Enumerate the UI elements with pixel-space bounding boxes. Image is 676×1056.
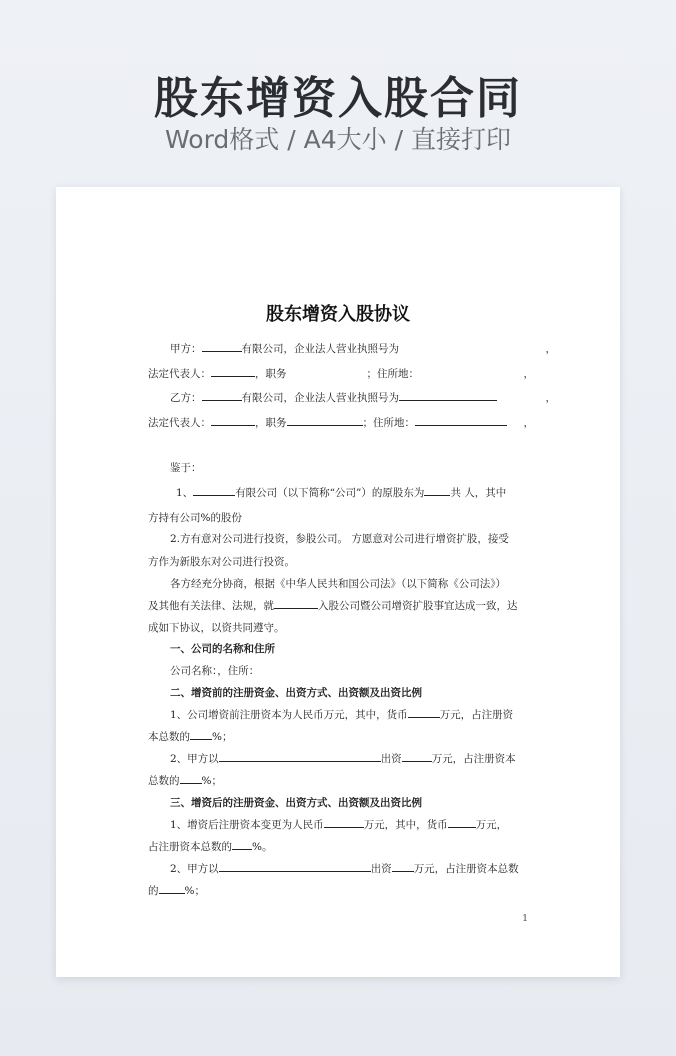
whereas-heading: 鉴于： [170,462,202,474]
blank [219,751,381,762]
section-1-line: 公司名称：，住所： [170,665,260,677]
banner-title: 股东增资入股合同 [154,73,522,124]
blank [211,415,255,426]
section-2-item-1-line-1 [148,707,556,722]
clause-3-line-2 [148,598,534,613]
party-b-label: 乙方： [170,392,202,404]
clause-text: 2、甲方以 [170,863,219,875]
section-3-item-2-line-2 [148,883,534,898]
clause-text: 1、增资后注册资本变更为人民币 [170,819,324,831]
clause-1-line-2: 方持有公司%的股份 [148,512,242,524]
clause-2-line-2: 方作为新股东对公司进行投资。 [148,556,295,568]
clause-text: %； [212,731,233,743]
clause-text: 2、甲方以 [170,753,219,765]
blank [324,817,364,828]
blank [159,883,185,894]
rep-address-label: ；住所地： [362,417,415,429]
document-title: 股东增资入股协议 [266,304,410,325]
comma: ， [523,368,534,380]
blank [415,415,507,426]
section-3-item-1-line-2 [148,839,534,854]
blank [399,390,497,401]
comma: ， [523,417,534,429]
party-b-text: 有限公司，企业法人营业执照号为 [241,392,399,404]
rep-label: 法定代表人： [148,417,211,429]
section-2-heading: 二、增资前的注册资金、出资方式、出资额及出资比例 [170,687,422,699]
clause-3-line-1: 各方经充分协商，根据《中华人民共和国公司法》（以下简称《公司法》） [170,578,506,590]
rep-address-label: ；住所地： [366,368,419,380]
blank [202,341,242,352]
clause-text: 万元，其中，货币 [363,819,448,831]
clause-text: %； [184,885,205,897]
blank [424,485,450,496]
party-b-rep-line [148,415,534,430]
blank [232,839,252,850]
clause-1-line-1 [148,485,562,500]
clause-text: 1、公司增资前注册资本为人民币万元，其中，货币 [170,709,408,721]
blank [448,817,476,828]
blank [180,773,202,784]
section-2-item-2-line-2 [148,773,534,788]
clause-3-line-3: 成如下协议，以资共同遵守。 [148,622,285,634]
clause-text: 出资 [370,863,392,875]
blank [202,390,242,401]
party-b-line [148,390,556,405]
clause-text: 出资 [380,753,402,765]
clause-text: %。 [252,841,273,853]
blank [408,707,440,718]
party-a-label: 甲方： [170,343,202,355]
party-a-rep-line [148,366,534,381]
document-page [56,187,620,977]
blank [211,366,255,377]
clause-text: 入股公司暨公司增资扩股事宜达成一致，达 [318,600,518,612]
clause-number: 1、 [176,487,194,499]
clause-text: 总数的 [148,775,180,787]
party-a-text: 有限公司，企业法人营业执照号为 [241,343,399,355]
blank [402,751,432,762]
clause-text: 万元，占注册资本总数 [413,863,519,875]
blank [193,485,235,496]
blank [287,415,363,426]
clause-text: 共 人，其中 [450,487,507,499]
clause-text: 有限公司（以下简称“公司”）的原股东为 [235,487,425,499]
clause-text: 及其他有关法律、法规，就 [148,600,274,612]
section-3-item-2-line-1 [148,861,556,876]
comma: ， [545,343,556,355]
clause-text: 万元，占注册资本 [431,753,516,765]
comma: ， [545,392,556,404]
clause-text: 的 [148,885,159,897]
section-1-heading: 一、公司的名称和住所 [170,643,275,655]
page-number: 1 [522,914,528,924]
clause-text: %； [201,775,222,787]
party-a-line [148,341,556,356]
rep-title-label: ，职务 [255,368,287,380]
clause-2-line-1: 2.方有意对公司进行投资，参股公司。 方愿意对公司进行增资扩股，接受 [170,533,509,545]
blank [190,729,212,740]
clause-text: 万元， [475,819,508,831]
section-2-item-2-line-1 [148,751,556,766]
clause-text: 本总数的 [148,731,190,743]
rep-title-label: ，职务 [255,417,287,429]
rep-label: 法定代表人： [148,368,211,380]
section-3-heading: 三、增资后的注册资金、出资方式、出资额及出资比例 [170,797,422,809]
banner-subtitle: Word格式 / A4大小 / 直接打印 [165,125,511,154]
blank [274,598,318,609]
clause-text: 占注册资本总数的 [148,841,232,853]
blank [392,861,414,872]
section-3-item-1-line-1 [148,817,556,832]
clause-text: 万元，占注册资 [439,709,514,721]
blank [219,861,371,872]
section-2-item-1-line-2 [148,729,534,744]
